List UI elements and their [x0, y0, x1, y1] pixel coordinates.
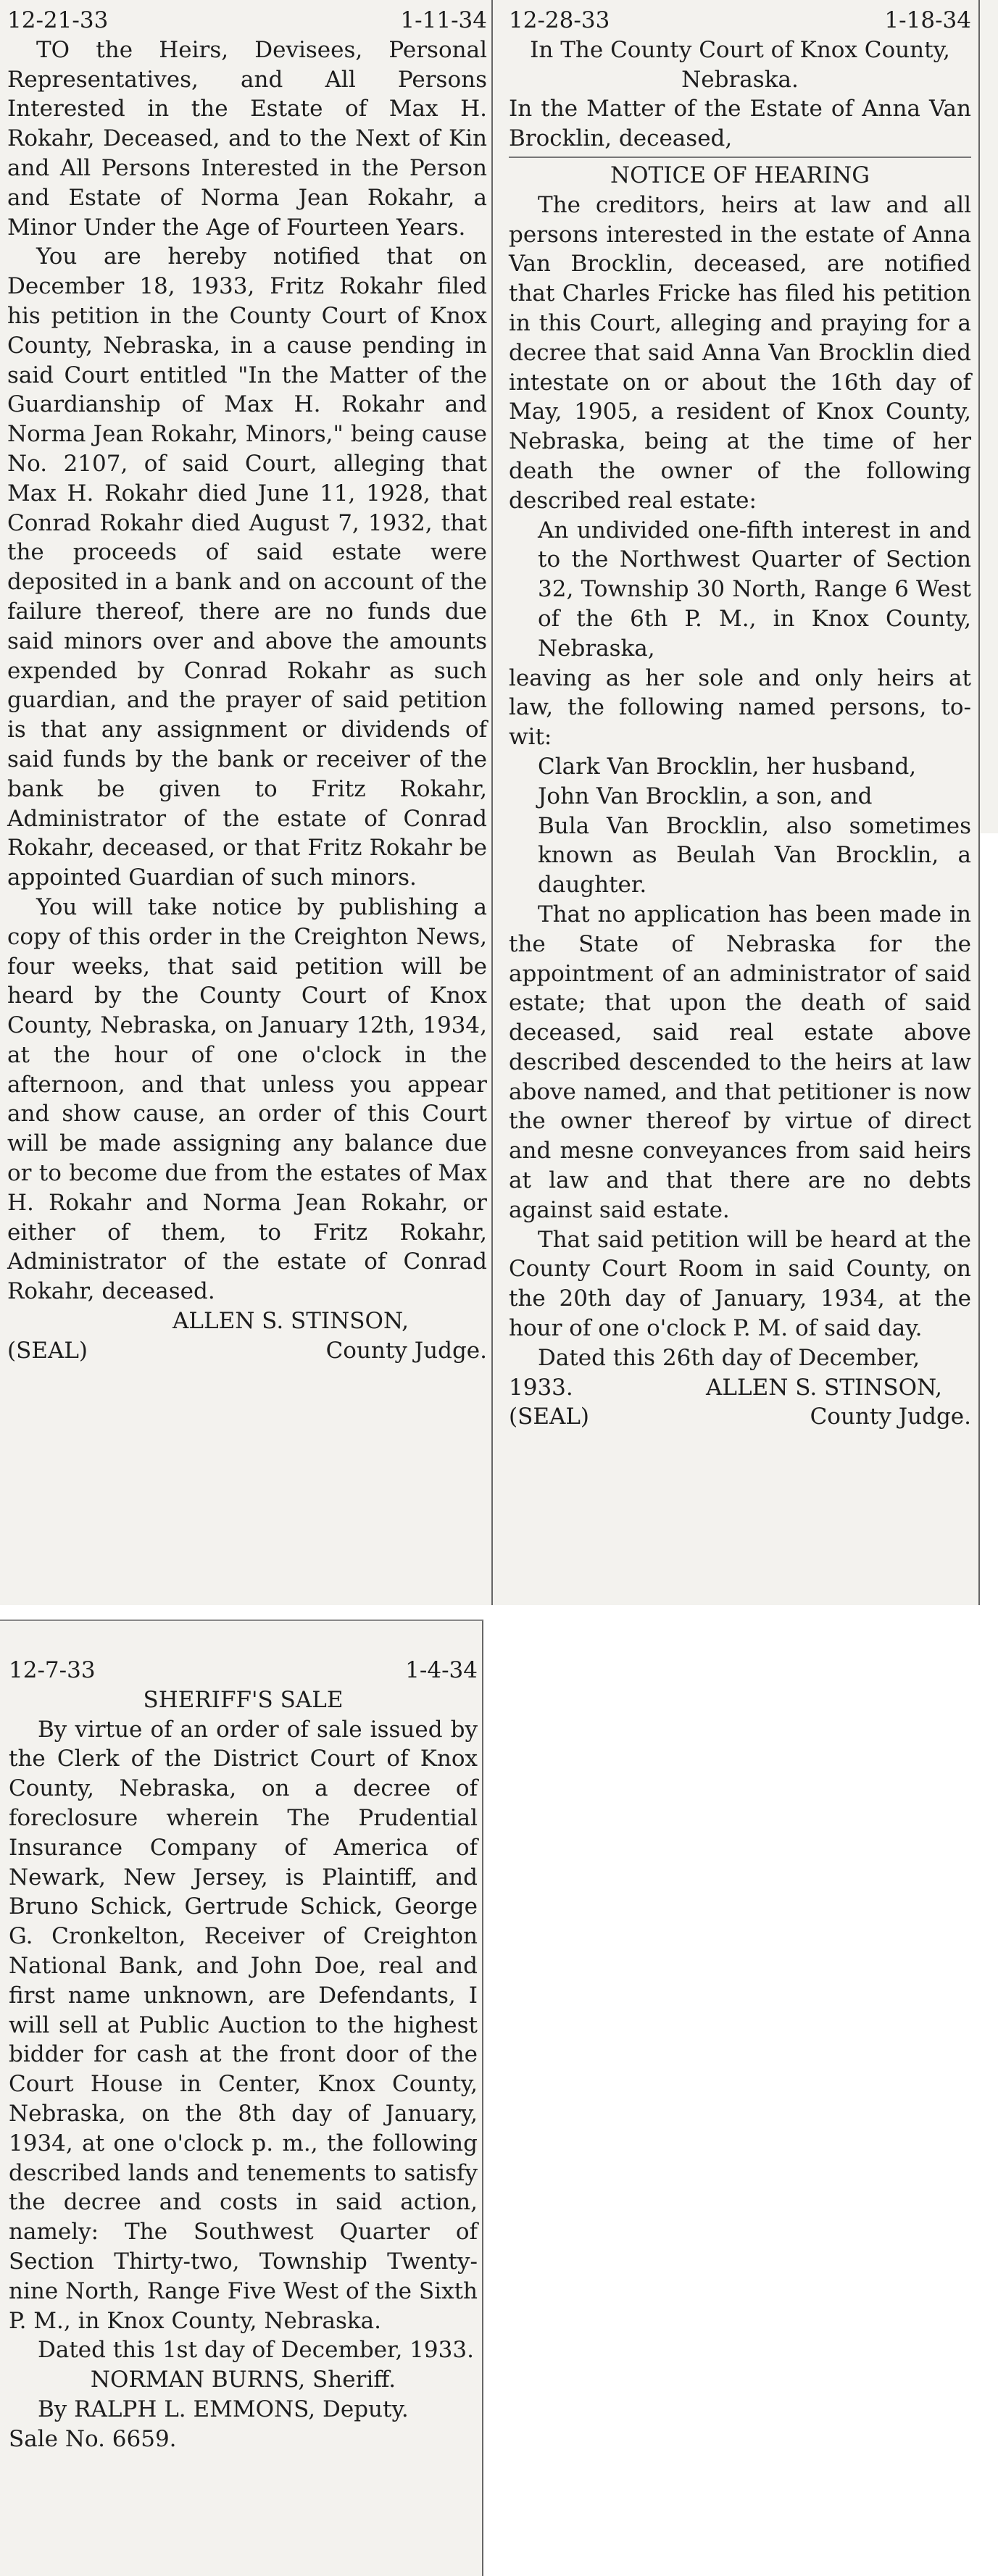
- first-publication-date: 12-7-33: [9, 1657, 96, 1683]
- signer-name: ALLEN S. STINSON,: [706, 1374, 942, 1401]
- land-description: An undivided one-fifth interest in and to the Northwest Quarter of Section 32, Township 30 North, Range 6 West of the 6th P. M., in Knox County, Nebraska,: [538, 517, 971, 662]
- notice-hearing-van-brocklin: [493, 0, 980, 1605]
- heir-item: John Van Brocklin, a son, and: [538, 783, 873, 809]
- signature-block: [509, 1402, 971, 1432]
- notice-heading: NOTICE OF HEARING: [610, 162, 870, 188]
- notice-paragraph: You are hereby notified that on December 18, 1933, Fritz Rokahr filed his petition in the County Court of Knox County, Nebraska, in a cause pending in said Court entitled "In the Matter of the Guardianship of Max H. Rokahr and Norma Jean Rokahr, Minors," being cause No. 2107, of said Court, alleging that Max H. Rokahr died June 11, 1928, that Conrad Rokahr died August 7, 1932, that the proceeds of said estate were deposited in a bank and on account of the failure thereof, there are no funds due said minors over and above the amounts expended by Conrad Rokahr as such guardian, and the prayer of said petition is that any assignment or dividends of said funds by the bank or receiver of the bank be given to Fritz Rokahr, Administrator of the estate of Conrad Rokahr, deceased, or that Fritz Rokahr be appointed Guardian of such minors.: [7, 243, 487, 891]
- notice-paragraph: By virtue of an order of sale issued by the Clerk of the District Court of Knox County, Nebraska, on a decree of foreclosure wherein The Prudential Insurance Company of America of Newark, New Jersey, is Plaintiff, and Bruno Schick, Gertrude Schick, George G. Cronkelton, Receiver of Creighton National Bank, and John Doe, real and first name unknown, are Defendants, I will sell at Public Auction to the highest bidder for cash at the front door of the Court House in Center, Knox County, Nebraska, on the 8th day of January, 1934, at one o'clock p. m., the following described lands and tenements to satisfy the decree and costs in said action, namely: The Southwest Quarter of Section Thirty-two, Township Twenty-nine North, Range Five West of the Sixth P. M., in Knox County, Nebraska.: [9, 1716, 478, 2334]
- notice-heading: SHERIFF'S SALE: [143, 1686, 344, 1713]
- estate-matter: In the Matter of the Estate of Anna Van Brocklin, deceased,: [509, 96, 971, 152]
- signer-title: County Judge.: [810, 1404, 971, 1430]
- court-line: In The County Court of Knox County,: [530, 36, 950, 63]
- heirs-list: [509, 752, 971, 900]
- notice-paragraph: That said petition will be heard at the County Court Room in said County, on the 20th day of January, 1934, at the hour of one o'clock P. M. of said day.: [509, 1226, 971, 1342]
- notice-paragraph: The creditors, heirs at law and all persons interested in the estate of Anna Van Brocklin, deceased, are notified that Charles Fricke has filed his petition in this Court, alleging and praying for a decree that said Anna Van Brocklin died intestate on or about the 16th day of May, 1905, a resident of Knox County, Nebraska, being at the time of her death the owner of the following described real estate:: [509, 191, 971, 514]
- notice-paragraph: That no application has been made in the State of Nebraska for the appointment of an administrator of said estate; that upon the death of said deceased, said real estate above described descended to the heirs at law above named, and that petitioner is now the owner thereof by virtue of direct and mesne conveyances from said heirs at law and that there are no debts against said estate.: [509, 901, 971, 1223]
- notice-paragraph: You will take notice by publishing a copy of this order in the Creighton News, four weeks, that said petition will be heard by the County Court of Knox County, Nebraska, on January 12th, 1934, at the hour of one o'clock in the afternoon, and that unless you appear and show cause, an order of this Court will be made assigning any balance due or to become due from the estates of Max H. Rokahr and Norma Jean Rokahr, or either of them, to Fritz Rokahr, Administrator of the estate of Conrad Rokahr, deceased.: [7, 893, 487, 1305]
- signature-line: [509, 1373, 971, 1403]
- notice-sheriffs-sale: [0, 1620, 483, 2576]
- last-publication-date: 1-4-34: [405, 1657, 478, 1683]
- divider: [509, 157, 971, 158]
- last-publication-date: 1-18-34: [884, 7, 971, 33]
- salutation: TO the Heirs, Devisees, Personal Representatives, and All Persons Interested in the Estate of Max H. Rokahr, Deceased, and to the Next of Kin and All Persons Interested in the Person and Estate of Norma Jean Rokahr, a Minor Under the Age of Fourteen Years.: [7, 36, 487, 241]
- signature-block: [7, 1336, 487, 1366]
- heir-item: Clark Van Brocklin, her husband,: [538, 753, 917, 780]
- first-publication-date: 12-28-33: [509, 7, 610, 33]
- heirs-intro: leaving as her sole and only heirs at law, the following named persons, to-wit:: [509, 664, 971, 751]
- publication-dates: [509, 6, 971, 36]
- signer-name: ALLEN S. STINSON,: [172, 1308, 409, 1335]
- last-publication-date: 1-11-34: [400, 7, 487, 33]
- deputy-line: By RALPH L. EMMONS, Deputy.: [38, 2396, 409, 2422]
- seal-label: (SEAL): [509, 1404, 590, 1430]
- sale-number: Sale No. 6659.: [9, 2425, 177, 2452]
- first-publication-date: 12-21-33: [7, 7, 109, 33]
- court-name: [509, 36, 971, 95]
- dated-year: 1933.: [509, 1374, 573, 1401]
- signer-title: County Judge.: [325, 1337, 487, 1364]
- adjacent-column-edge: [980, 0, 998, 833]
- publication-dates: [7, 6, 487, 36]
- heir-item: Bula Van Brocklin, also sometimes known as Beulah Van Brocklin, a daughter.: [538, 812, 971, 899]
- publication-dates: [9, 1656, 478, 1685]
- sheriff-name: NORMAN BURNS, Sheriff.: [90, 2367, 396, 2393]
- notice-guardianship-rokahr: [0, 0, 493, 1605]
- seal-label: (SEAL): [7, 1337, 88, 1364]
- dated-line: Dated this 1st day of December, 1933.: [38, 2337, 474, 2364]
- court-line: Nebraska.: [681, 66, 799, 93]
- dated-line: Dated this 26th day of December,: [538, 1344, 920, 1371]
